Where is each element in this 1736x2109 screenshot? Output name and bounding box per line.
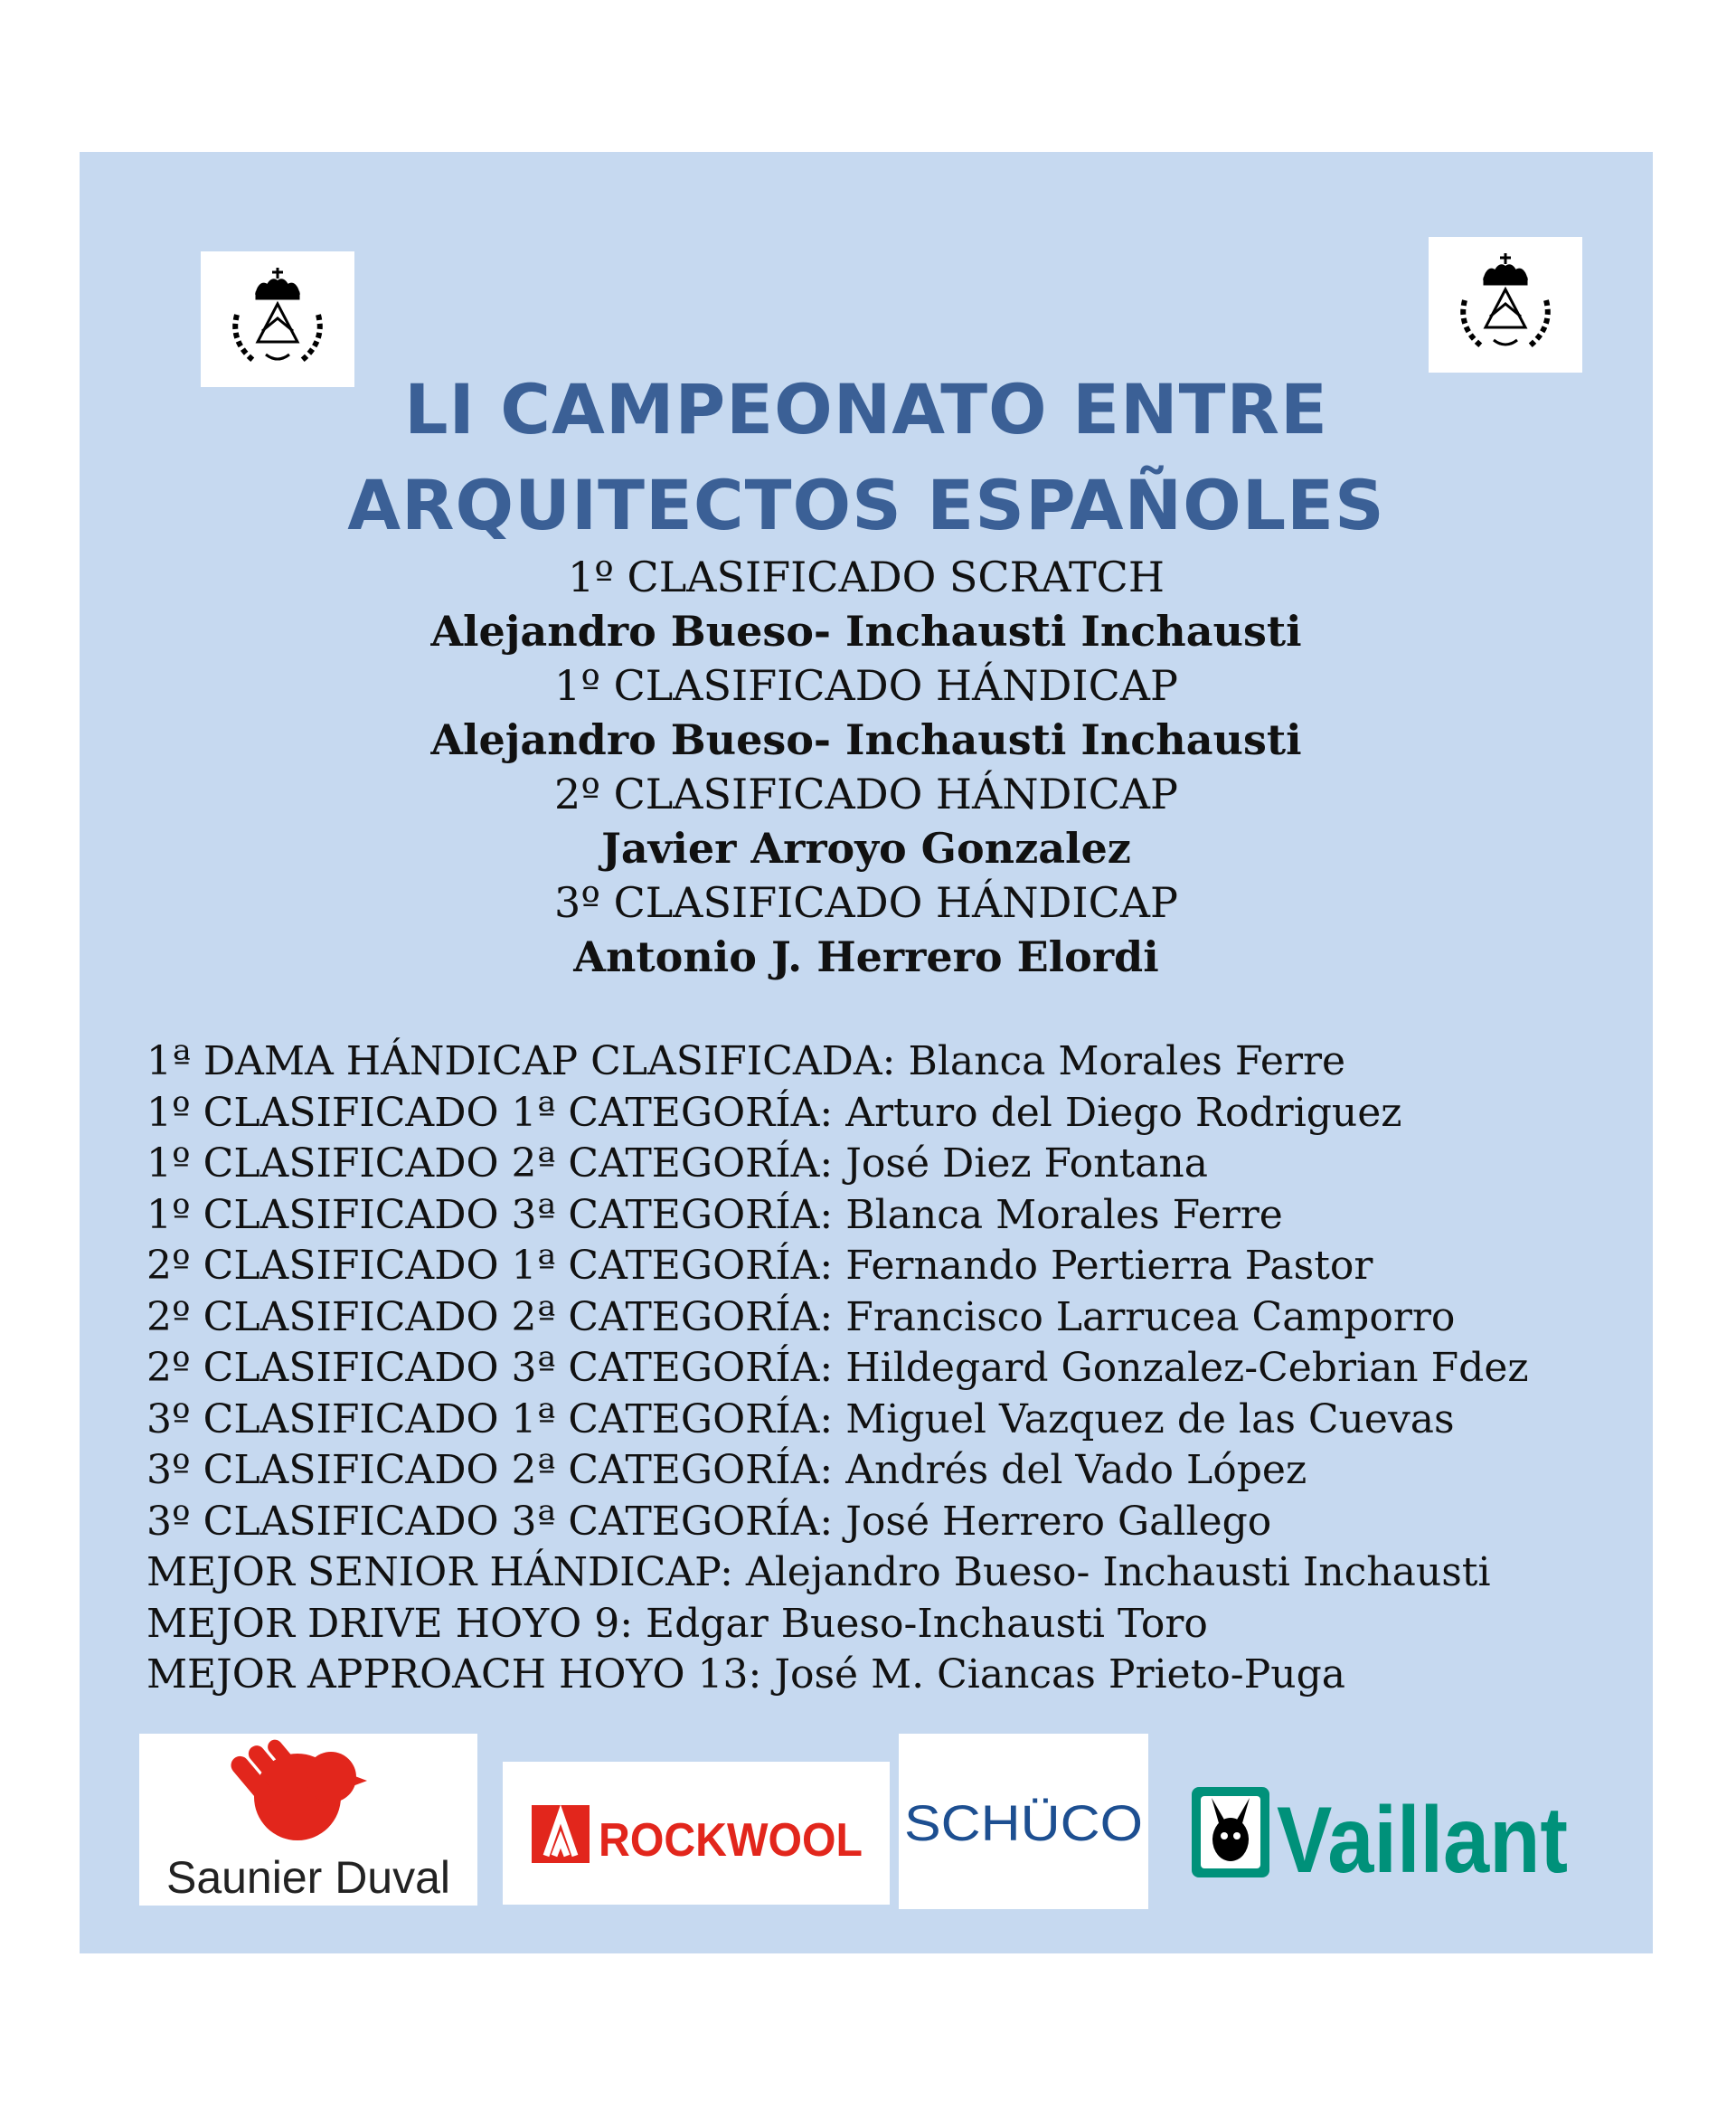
- podium-winner: Alejandro Bueso- Inchausti Inchausti: [430, 715, 1302, 764]
- podium-winner: Alejandro Bueso- Inchausti Inchausti: [430, 607, 1302, 656]
- award-panel: [80, 152, 1653, 1953]
- podium-winner: Antonio J. Herrero Elordi: [573, 932, 1159, 981]
- award-row: 1º CLASIFICADO 2ª CATEGORÍA: José Diez Fontana: [146, 1140, 1208, 1187]
- championship-title: [80, 362, 1653, 553]
- award-row: 2º CLASIFICADO 2ª CATEGORÍA: Francisco Larrucea Camporro: [146, 1293, 1456, 1340]
- svg-text:ROCKWOOL: ROCKWOOL: [599, 1814, 863, 1867]
- podium-label: 1º CLASIFICADO HÁNDICAP: [554, 661, 1178, 710]
- award-row: 3º CLASIFICADO 2ª CATEGORÍA: Andrés del Vado López: [146, 1447, 1307, 1493]
- award-row: 1ª DAMA HÁNDICAP CLASIFICADA: Blanca Morales Ferre: [146, 1038, 1346, 1084]
- category-awards-list: [146, 1036, 1629, 1701]
- vaillant-logo: [1188, 1771, 1573, 1888]
- svg-text:Vaillant: Vaillant: [1277, 1788, 1568, 1888]
- architects-crest-right-icon: [1429, 237, 1582, 373]
- title-line-2: ARQUITECTOS ESPAÑOLES: [347, 465, 1385, 545]
- award-row: MEJOR SENIOR HÁNDICAP: Alejandro Bueso- Inchausti Inchausti: [146, 1549, 1491, 1595]
- schuco-logo: [899, 1734, 1148, 1909]
- award-row: 3º CLASIFICADO 3ª CATEGORÍA: José Herrero Gallego: [146, 1498, 1272, 1545]
- podium-label: 3º CLASIFICADO HÁNDICAP: [554, 878, 1178, 927]
- award-row: 3º CLASIFICADO 1ª CATEGORÍA: Miguel Vazquez de las Cuevas: [146, 1395, 1455, 1442]
- podium-label: 1º CLASIFICADO SCRATCH: [568, 553, 1165, 601]
- title-line-1: LI CAMPEONATO ENTRE: [404, 369, 1328, 449]
- award-row: 2º CLASIFICADO 3ª CATEGORÍA: Hildegard Gonzalez-Cebrian Fdez: [146, 1345, 1529, 1391]
- podium-label: 2º CLASIFICADO HÁNDICAP: [554, 770, 1178, 818]
- award-row: 1º CLASIFICADO 1ª CATEGORÍA: Arturo del Diego Rodriguez: [146, 1089, 1402, 1136]
- rockwool-logo: [503, 1762, 890, 1905]
- podium-list: [80, 550, 1653, 984]
- award-row: 1º CLASIFICADO 3ª CATEGORÍA: Blanca Morales Ferre: [146, 1191, 1283, 1238]
- award-row: MEJOR APPROACH HOYO 13: José M. Ciancas Prieto-Puga: [146, 1651, 1345, 1698]
- saunier-duval-logo: [139, 1734, 477, 1906]
- award-row: MEJOR DRIVE HOYO 9: Edgar Bueso-Inchausti Toro: [146, 1600, 1208, 1647]
- svg-text:Saunier Duval: Saunier Duval: [165, 1852, 451, 1903]
- award-row: 2º CLASIFICADO 1ª CATEGORÍA: Fernando Pertierra Pastor: [146, 1243, 1373, 1289]
- svg-text:SCHÜCO: SCHÜCO: [904, 1794, 1143, 1851]
- podium-winner: Javier Arroyo Gonzalez: [601, 824, 1131, 873]
